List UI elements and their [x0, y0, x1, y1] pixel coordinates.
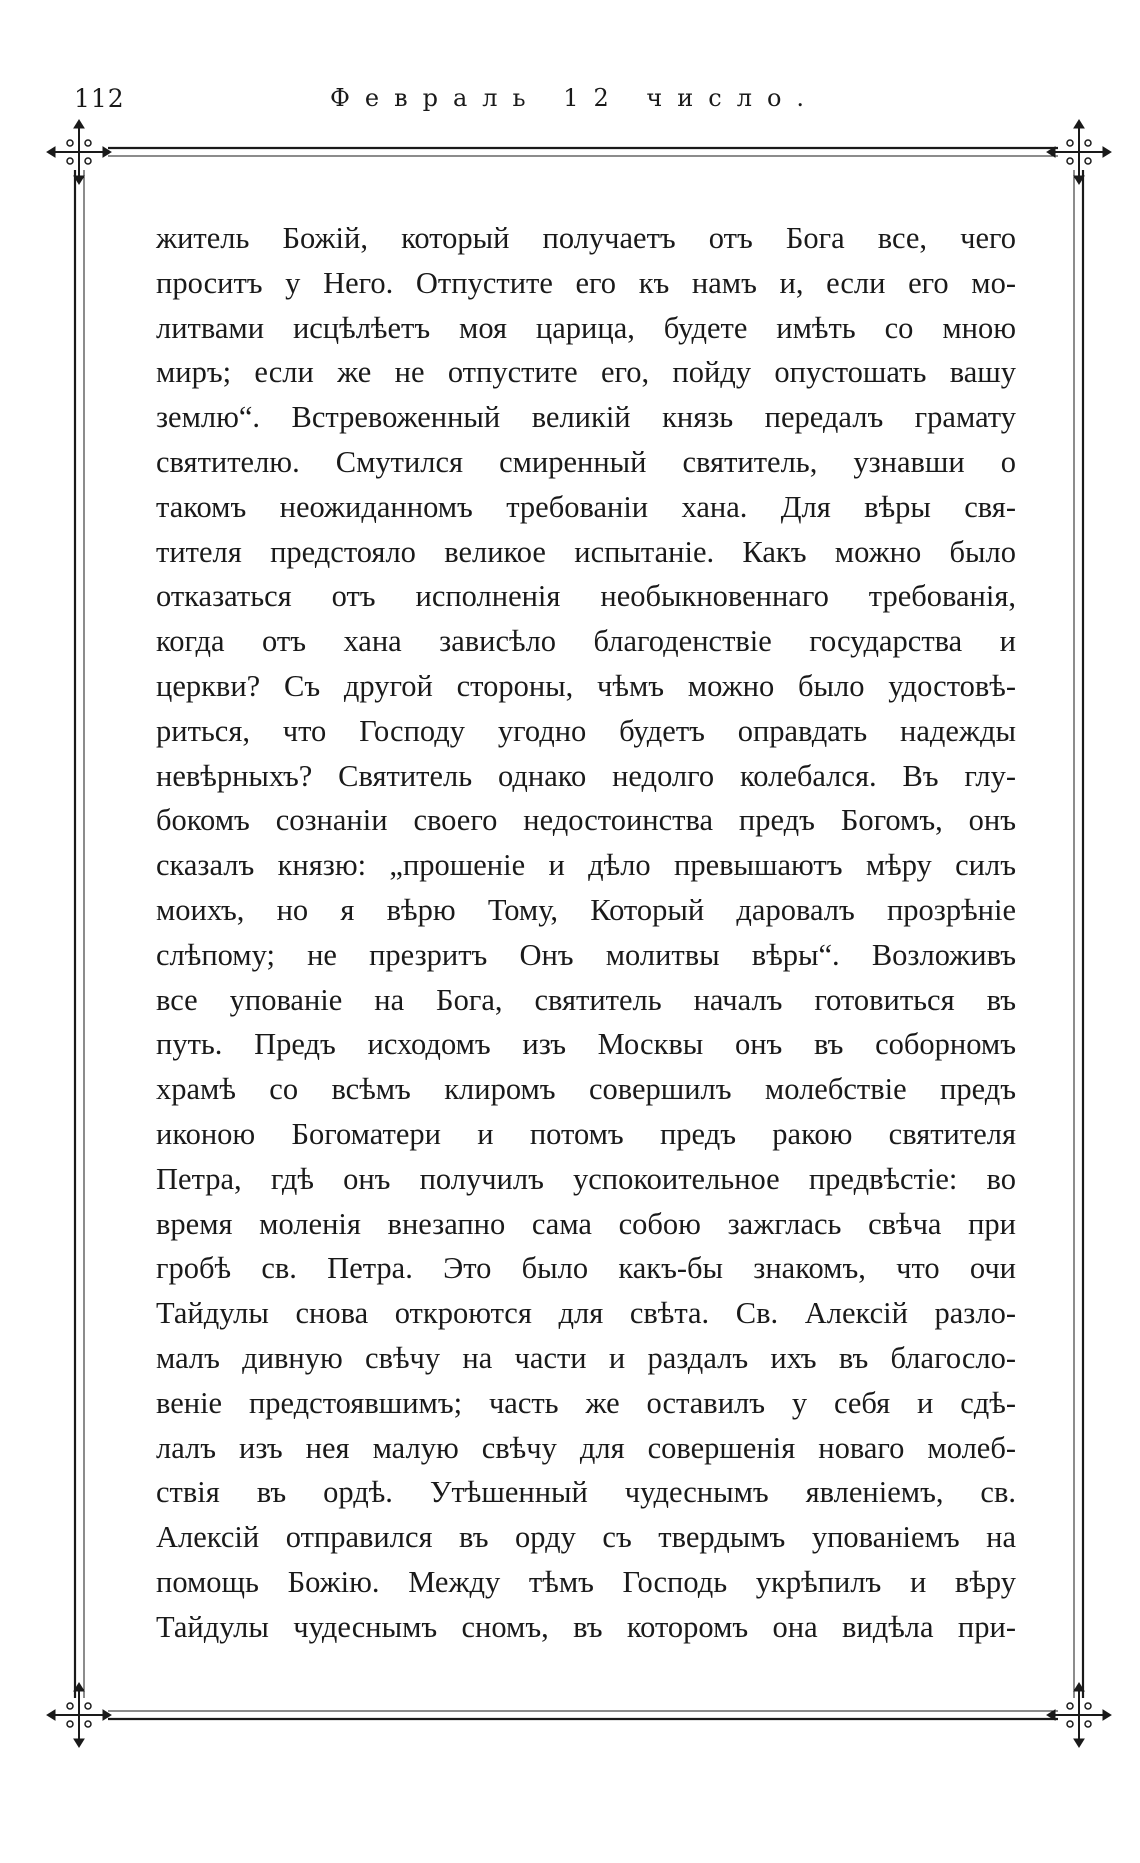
text-line: проситъ у Него. Отпустите его къ намъ и, если его мо-	[156, 265, 1016, 300]
text-line: невѣрныхъ? Святитель однако недолго колебался. Въ глу-	[156, 758, 1016, 793]
text-line: путь. Предъ исходомъ изъ Москвы онъ въ соборномъ	[156, 1027, 1016, 1062]
text-line: церкви? Съ другой стороны, чѣмъ можно было удостовѣ-	[156, 668, 1016, 703]
text-line: лалъ изъ нея малую свѣчу для совершенія новаго молеб-	[156, 1430, 1016, 1465]
text-line: помощь Божію. Между тѣмъ Господь укрѣпилъ и вѣру	[156, 1564, 1016, 1599]
text-line: миръ; если же не отпустите его, пойду опустошать вашу	[156, 355, 1016, 390]
text-line: бокомъ сознаніи своего недостоинства предъ Богомъ, онъ	[156, 803, 1016, 838]
body-text	[156, 216, 1016, 1650]
corner-ornament-top-right-icon	[1047, 120, 1111, 184]
text-line: святителю. Смутился смиренный святитель, узнавши о	[156, 444, 1016, 479]
text-line: время моленія внезапно сама собою зажглась свѣча при	[156, 1206, 1016, 1241]
text-line: храмѣ со всѣмъ клиромъ совершилъ молебствіе предъ	[156, 1072, 1016, 1107]
corner-ornament-top-left-icon	[47, 120, 111, 184]
text-line: иконою Богоматери и потомъ предъ ракою святителя	[156, 1116, 1016, 1151]
text-line: такомъ неожиданномъ требованіи хана. Для вѣры свя-	[156, 489, 1016, 524]
text-line: веніе предстоявшимъ; часть же оставилъ у себя и сдѣ-	[156, 1385, 1016, 1420]
text-line: когда отъ хана зависѣло благоденствіе государства и	[156, 624, 1016, 659]
text-line: Тайдулы снова откроются для свѣта. Св. Алексій разло-	[156, 1296, 1016, 1331]
text-line: малъ дивную свѣчу на части и раздалъ ихъ въ благосло-	[156, 1340, 1016, 1375]
text-line: моихъ, но я вѣрю Тому, Который даровалъ прозрѣніе	[156, 892, 1016, 927]
text-line: Тайдулы чудеснымъ сномъ, въ которомъ она видѣла при-	[156, 1609, 1016, 1644]
corner-ornament-bottom-right-icon	[1047, 1683, 1111, 1747]
running-title: Февраль 12 число.	[330, 84, 820, 112]
text-line: слѣпому; не презритъ Онъ молитвы вѣры“. Возложивъ	[156, 937, 1016, 972]
page-number: 112	[74, 84, 125, 113]
text-line: житель Божій, который получаетъ отъ Бога все, чего	[156, 221, 1016, 255]
text-line: тителя предстояло великое испытаніе. Какъ можно было	[156, 534, 1016, 569]
text-line: Петра, гдѣ онъ получилъ успокоительное предвѣстіе: во	[156, 1161, 1016, 1196]
corner-ornament-bottom-left-icon	[47, 1683, 111, 1747]
text-line: ствія въ ордѣ. Утѣшенный чудеснымъ явленіемъ, св.	[156, 1475, 1016, 1510]
text-line: гробѣ св. Петра. Это было какъ-бы знакомъ, что очи	[156, 1251, 1016, 1286]
text-line: отказаться отъ исполненія необыкновеннаго требованія,	[156, 579, 1016, 614]
text-line: Алексій отправился въ орду съ твердымъ упованіемъ на	[156, 1520, 1016, 1555]
text-line: все упованіе на Бога, святитель началъ готовиться въ	[156, 982, 1016, 1017]
text-line: сказалъ князю: „прошеніе и дѣло превышаютъ мѣру силъ	[156, 848, 1016, 883]
text-line: литвами исцѣлѣетъ моя царица, будете имѣть со мною	[156, 310, 1016, 345]
text-line: риться, что Господу угодно будетъ оправдать надежды	[156, 713, 1016, 748]
text-line: землю“. Встревоженный великій князь передалъ грамату	[156, 400, 1016, 435]
